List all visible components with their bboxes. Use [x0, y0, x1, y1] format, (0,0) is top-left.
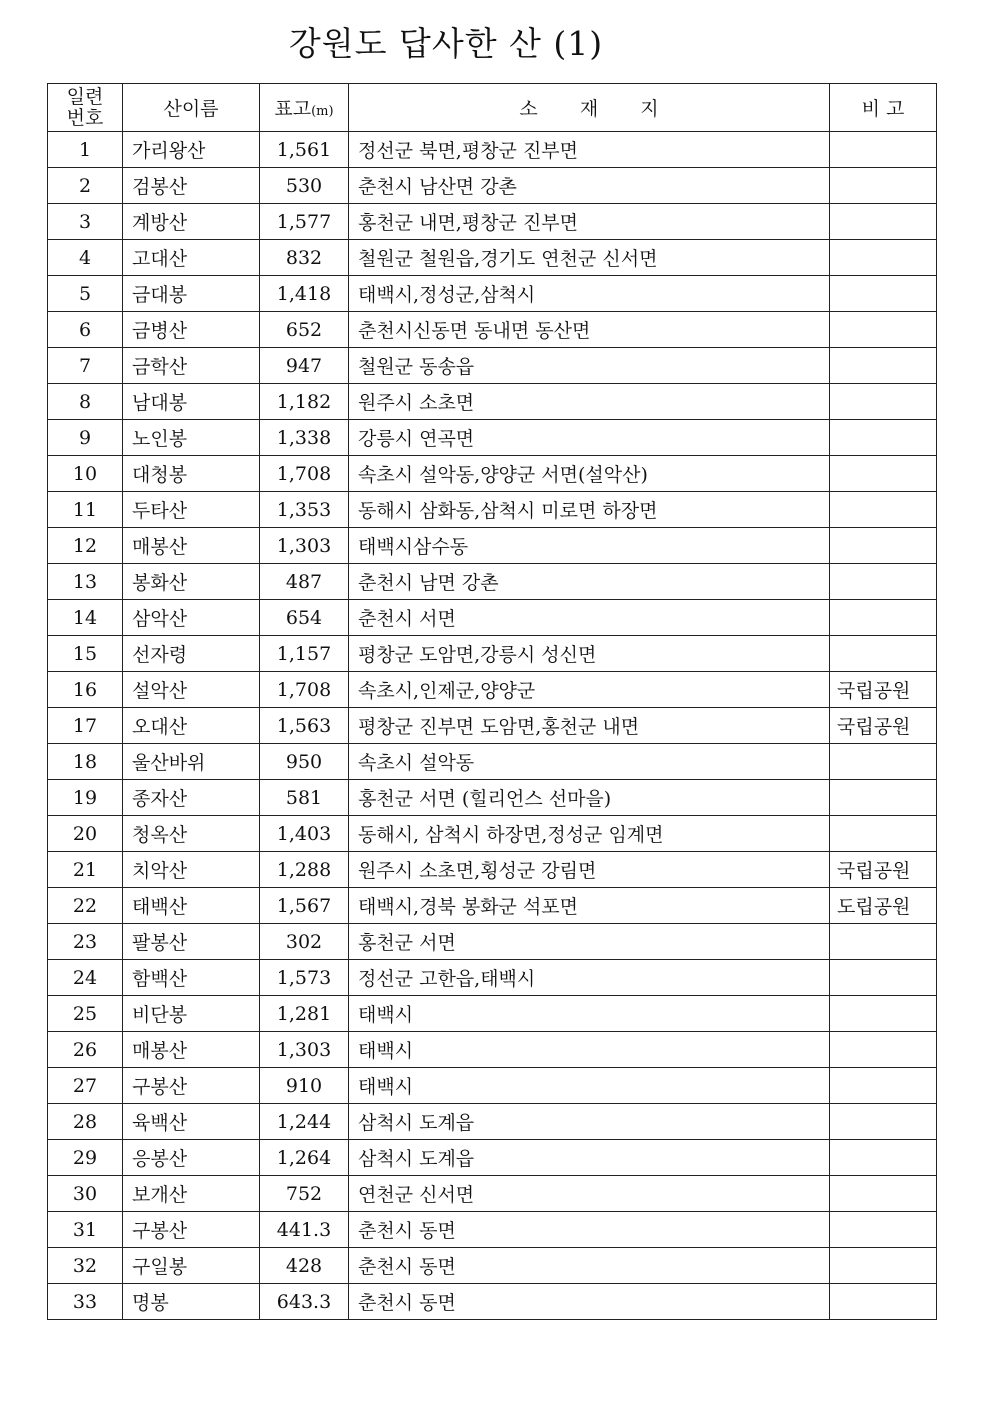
- cell-serial-number: 11: [48, 492, 123, 528]
- cell-note: 국립공원: [830, 852, 937, 888]
- cell-serial-number: 29: [48, 1140, 123, 1176]
- cell-mountain-name: 울산바위: [123, 744, 260, 780]
- cell-location: 춘천시 동면: [349, 1284, 830, 1320]
- header-location: [349, 84, 830, 132]
- cell-serial-number: 15: [48, 636, 123, 672]
- cell-elevation: 530: [260, 168, 349, 204]
- cell-location: 춘천시 남면 강촌: [349, 564, 830, 600]
- table-row: [48, 1176, 937, 1212]
- header-note-label: 비 고: [861, 98, 905, 120]
- cell-location: 춘천시 동면: [349, 1212, 830, 1248]
- table-row: [48, 780, 937, 816]
- cell-elevation: 950: [260, 744, 349, 780]
- header-serial-number: [48, 84, 123, 132]
- cell-location: 춘천시신동면 동내면 동산면: [349, 312, 830, 348]
- cell-note: [830, 1068, 937, 1104]
- cell-mountain-name: 청옥산: [123, 816, 260, 852]
- cell-serial-number: 1: [48, 132, 123, 168]
- cell-note: [830, 564, 937, 600]
- cell-note: [830, 600, 937, 636]
- cell-serial-number: 32: [48, 1248, 123, 1284]
- table-row: [48, 924, 937, 960]
- cell-location: 삼척시 도계읍: [349, 1140, 830, 1176]
- cell-elevation: 1,567: [260, 888, 349, 924]
- cell-location: 원주시 소초면,횡성군 강림면: [349, 852, 830, 888]
- table-row: [48, 204, 937, 240]
- cell-note: [830, 420, 937, 456]
- cell-serial-number: 6: [48, 312, 123, 348]
- cell-mountain-name: 검봉산: [123, 168, 260, 204]
- cell-mountain-name: 금병산: [123, 312, 260, 348]
- cell-note: [830, 924, 937, 960]
- cell-location: 태백시: [349, 1032, 830, 1068]
- cell-serial-number: 26: [48, 1032, 123, 1068]
- cell-elevation: 752: [260, 1176, 349, 1212]
- cell-elevation: 652: [260, 312, 349, 348]
- header-elevation-label: 표고: [274, 98, 312, 120]
- table-row: [48, 1032, 937, 1068]
- cell-note: [830, 636, 937, 672]
- cell-location: 정선군 고한읍,태백시: [349, 960, 830, 996]
- cell-mountain-name: 금대봉: [123, 276, 260, 312]
- cell-serial-number: 33: [48, 1284, 123, 1320]
- cell-mountain-name: 치악산: [123, 852, 260, 888]
- table-row: [48, 1140, 937, 1176]
- cell-elevation: 654: [260, 600, 349, 636]
- cell-serial-number: 14: [48, 600, 123, 636]
- cell-location: 춘천시 남산면 강촌: [349, 168, 830, 204]
- table-row: [48, 960, 937, 996]
- cell-elevation: 910: [260, 1068, 349, 1104]
- cell-location: 춘천시 서면: [349, 600, 830, 636]
- cell-note: 국립공원: [830, 672, 937, 708]
- cell-elevation: 1,303: [260, 1032, 349, 1068]
- cell-note: [830, 492, 937, 528]
- cell-elevation: 1,577: [260, 204, 349, 240]
- cell-elevation: 1,281: [260, 996, 349, 1032]
- cell-mountain-name: 구봉산: [123, 1212, 260, 1248]
- cell-serial-number: 18: [48, 744, 123, 780]
- table-row: [48, 1068, 937, 1104]
- cell-note: 국립공원: [830, 708, 937, 744]
- cell-serial-number: 3: [48, 204, 123, 240]
- cell-note: [830, 276, 937, 312]
- cell-serial-number: 7: [48, 348, 123, 384]
- cell-location: 태백시삼수동: [349, 528, 830, 564]
- cell-mountain-name: 보개산: [123, 1176, 260, 1212]
- cell-serial-number: 17: [48, 708, 123, 744]
- cell-note: [830, 384, 937, 420]
- table-row: [48, 1248, 937, 1284]
- cell-serial-number: 2: [48, 168, 123, 204]
- cell-location: 태백시: [349, 1068, 830, 1104]
- cell-elevation: 441.3: [260, 1212, 349, 1248]
- cell-serial-number: 4: [48, 240, 123, 276]
- table-row: [48, 1284, 937, 1320]
- page-title: 강원도 답사한 산 (1): [288, 24, 604, 63]
- cell-location: 태백시,경북 봉화군 석포면: [349, 888, 830, 924]
- cell-mountain-name: 매봉산: [123, 1032, 260, 1068]
- cell-elevation: 428: [260, 1248, 349, 1284]
- cell-location: 원주시 소초면: [349, 384, 830, 420]
- cell-serial-number: 24: [48, 960, 123, 996]
- table-row: [48, 384, 937, 420]
- cell-mountain-name: 구일봉: [123, 1248, 260, 1284]
- cell-serial-number: 16: [48, 672, 123, 708]
- header-note: [830, 84, 937, 132]
- cell-location: 태백시: [349, 996, 830, 1032]
- cell-location: 춘천시 동면: [349, 1248, 830, 1284]
- cell-note: [830, 132, 937, 168]
- cell-note: [830, 240, 937, 276]
- cell-note: [830, 1140, 937, 1176]
- cell-elevation: 1,403: [260, 816, 349, 852]
- cell-elevation: 1,353: [260, 492, 349, 528]
- cell-mountain-name: 오대산: [123, 708, 260, 744]
- table-row: [48, 276, 937, 312]
- cell-note: [830, 996, 937, 1032]
- header-row: [48, 84, 937, 132]
- cell-mountain-name: 육백산: [123, 1104, 260, 1140]
- cell-mountain-name: 노인봉: [123, 420, 260, 456]
- cell-note: [830, 1104, 937, 1140]
- table-row: [48, 672, 937, 708]
- cell-location: 정선군 북면,평창군 진부면: [349, 132, 830, 168]
- cell-note: [830, 744, 937, 780]
- cell-note: [830, 528, 937, 564]
- header-serial-line1: 일련: [66, 85, 104, 108]
- cell-serial-number: 30: [48, 1176, 123, 1212]
- cell-elevation: 947: [260, 348, 349, 384]
- table-row: [48, 564, 937, 600]
- cell-mountain-name: 명봉: [123, 1284, 260, 1320]
- cell-location: 속초시 설악동,양양군 서면(설악산): [349, 456, 830, 492]
- cell-mountain-name: 응봉산: [123, 1140, 260, 1176]
- cell-location: 태백시,정성군,삼척시: [349, 276, 830, 312]
- cell-location: 홍천군 서면 (힐리언스 선마을): [349, 780, 830, 816]
- cell-note: [830, 1176, 937, 1212]
- cell-elevation: 1,244: [260, 1104, 349, 1140]
- table-row: [48, 852, 937, 888]
- cell-mountain-name: 가리왕산: [123, 132, 260, 168]
- cell-mountain-name: 비단봉: [123, 996, 260, 1032]
- cell-elevation: 1,182: [260, 384, 349, 420]
- cell-serial-number: 23: [48, 924, 123, 960]
- cell-serial-number: 10: [48, 456, 123, 492]
- table-row: [48, 168, 937, 204]
- cell-note: [830, 780, 937, 816]
- cell-elevation: 1,418: [260, 276, 349, 312]
- cell-elevation: 1,561: [260, 132, 349, 168]
- cell-location: 강릉시 연곡면: [349, 420, 830, 456]
- cell-elevation: 581: [260, 780, 349, 816]
- table-row: [48, 492, 937, 528]
- cell-elevation: 1,708: [260, 456, 349, 492]
- cell-elevation: 1,708: [260, 672, 349, 708]
- cell-mountain-name: 선자령: [123, 636, 260, 672]
- cell-note: 도립공원: [830, 888, 937, 924]
- cell-mountain-name: 삼악산: [123, 600, 260, 636]
- cell-location: 철원군 철원읍,경기도 연천군 신서면: [349, 240, 830, 276]
- cell-serial-number: 25: [48, 996, 123, 1032]
- cell-serial-number: 12: [48, 528, 123, 564]
- table-row: [48, 636, 937, 672]
- table-row: [48, 312, 937, 348]
- cell-location: 평창군 도암면,강릉시 성신면: [349, 636, 830, 672]
- table-row: [48, 240, 937, 276]
- cell-serial-number: 28: [48, 1104, 123, 1140]
- cell-location: 속초시 설악동: [349, 744, 830, 780]
- cell-mountain-name: 함백산: [123, 960, 260, 996]
- header-mountain-name: 산이름: [123, 84, 260, 132]
- cell-serial-number: 9: [48, 420, 123, 456]
- cell-note: [830, 1248, 937, 1284]
- cell-location: 속초시,인제군,양양군: [349, 672, 830, 708]
- header-serial-line2: 번호: [66, 106, 104, 129]
- cell-elevation: 1,157: [260, 636, 349, 672]
- cell-note: [830, 960, 937, 996]
- cell-elevation: 1,288: [260, 852, 349, 888]
- table-row: [48, 348, 937, 384]
- cell-serial-number: 19: [48, 780, 123, 816]
- table-row: [48, 888, 937, 924]
- cell-mountain-name: 두타산: [123, 492, 260, 528]
- header-elevation: [260, 84, 349, 132]
- cell-mountain-name: 대청봉: [123, 456, 260, 492]
- cell-elevation: 1,573: [260, 960, 349, 996]
- table-row: [48, 708, 937, 744]
- cell-mountain-name: 계방산: [123, 204, 260, 240]
- header-location-label: 소 재 지: [519, 98, 677, 120]
- table-row: [48, 1104, 937, 1140]
- cell-note: [830, 1284, 937, 1320]
- table-body: [48, 132, 937, 1320]
- cell-note: [830, 168, 937, 204]
- table-row: [48, 744, 937, 780]
- cell-location: 동해시, 삼척시 하장면,정성군 임계면: [349, 816, 830, 852]
- cell-elevation: 302: [260, 924, 349, 960]
- table-header: [48, 84, 937, 132]
- table-row: [48, 600, 937, 636]
- cell-mountain-name: 팔봉산: [123, 924, 260, 960]
- cell-location: 홍천군 서면: [349, 924, 830, 960]
- table-row: [48, 456, 937, 492]
- cell-elevation: 1,264: [260, 1140, 349, 1176]
- cell-serial-number: 13: [48, 564, 123, 600]
- cell-serial-number: 8: [48, 384, 123, 420]
- cell-serial-number: 22: [48, 888, 123, 924]
- cell-elevation: 1,338: [260, 420, 349, 456]
- header-elevation-unit: (m): [311, 104, 334, 119]
- cell-serial-number: 5: [48, 276, 123, 312]
- table-row: [48, 132, 937, 168]
- cell-note: [830, 312, 937, 348]
- cell-elevation: 1,303: [260, 528, 349, 564]
- cell-elevation: 487: [260, 564, 349, 600]
- cell-location: 홍천군 내면,평창군 진부면: [349, 204, 830, 240]
- cell-note: [830, 456, 937, 492]
- cell-mountain-name: 금학산: [123, 348, 260, 384]
- table-row: [48, 420, 937, 456]
- cell-location: 평창군 진부면 도암면,홍천군 내면: [349, 708, 830, 744]
- cell-mountain-name: 매봉산: [123, 528, 260, 564]
- cell-serial-number: 27: [48, 1068, 123, 1104]
- cell-note: [830, 1032, 937, 1068]
- cell-elevation: 1,563: [260, 708, 349, 744]
- cell-serial-number: 21: [48, 852, 123, 888]
- cell-mountain-name: 종자산: [123, 780, 260, 816]
- cell-mountain-name: 고대산: [123, 240, 260, 276]
- cell-serial-number: 31: [48, 1212, 123, 1248]
- cell-location: 삼척시 도계읍: [349, 1104, 830, 1140]
- cell-elevation: 832: [260, 240, 349, 276]
- table-row: [48, 816, 937, 852]
- table-row: [48, 1212, 937, 1248]
- cell-note: [830, 204, 937, 240]
- cell-mountain-name: 봉화산: [123, 564, 260, 600]
- cell-location: 철원군 동송읍: [349, 348, 830, 384]
- cell-note: [830, 1212, 937, 1248]
- table-row: [48, 996, 937, 1032]
- cell-location: 동해시 삼화동,삼척시 미로면 하장면: [349, 492, 830, 528]
- cell-mountain-name: 남대봉: [123, 384, 260, 420]
- cell-mountain-name: 태백산: [123, 888, 260, 924]
- cell-mountain-name: 구봉산: [123, 1068, 260, 1104]
- cell-serial-number: 20: [48, 816, 123, 852]
- cell-mountain-name: 설악산: [123, 672, 260, 708]
- cell-note: [830, 348, 937, 384]
- cell-note: [830, 816, 937, 852]
- mountain-table: [47, 83, 937, 1320]
- table-row: [48, 528, 937, 564]
- cell-elevation: 643.3: [260, 1284, 349, 1320]
- cell-location: 연천군 신서면: [349, 1176, 830, 1212]
